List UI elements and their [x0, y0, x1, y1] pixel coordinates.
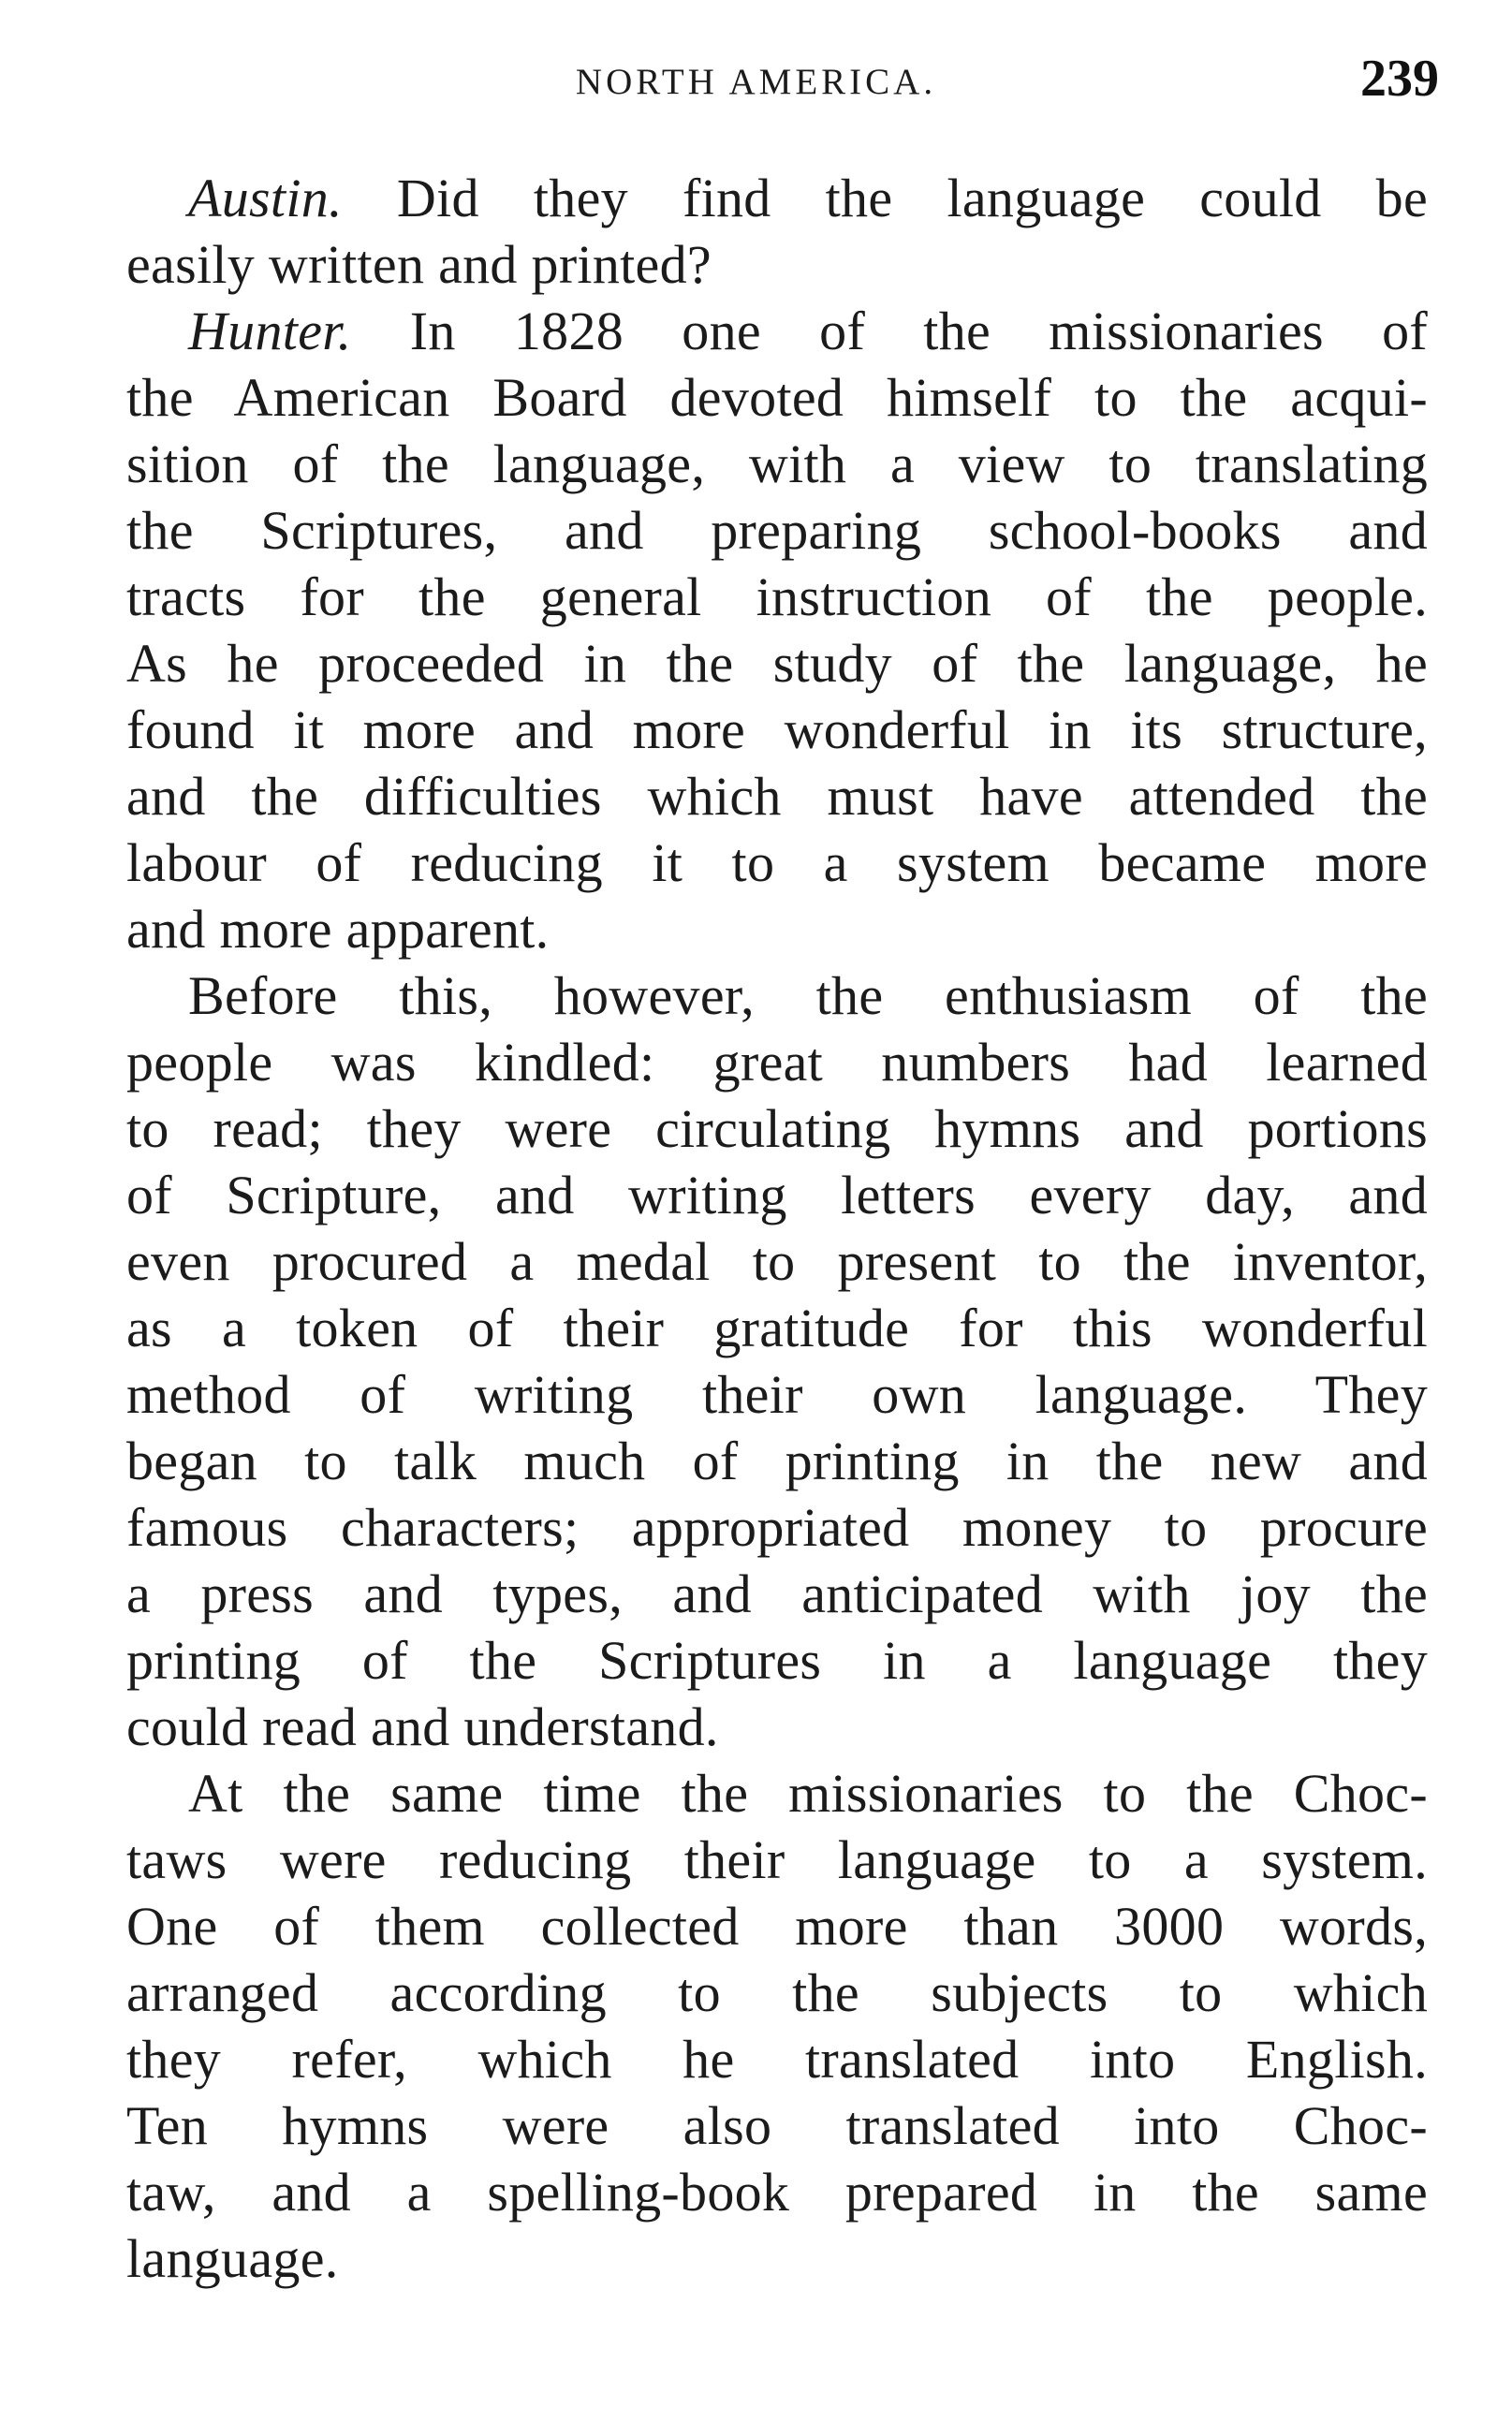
- text-line: method of writing their own language. They: [126, 1364, 1428, 1425]
- line-text: In 1828 one of the missionaries of: [409, 301, 1428, 361]
- running-head: [0, 50, 1512, 122]
- text-line: Before this, however, the enthusiasm of the: [188, 965, 1428, 1026]
- text-line: even procured a medal to present to the inventor,: [126, 1231, 1428, 1292]
- text-line: printing of the Scriptures in a language they: [126, 1630, 1428, 1691]
- speaker-name: Austin.: [188, 168, 343, 228]
- paragraph-austin: [126, 165, 1428, 298]
- text-line: began to talk much of printing in the new and: [126, 1431, 1428, 1491]
- text-line: tracts for the general instruction of the people.: [126, 566, 1428, 627]
- text-line: Ten hymns were also translated into Choc-: [126, 2095, 1428, 2156]
- text-line: At the same time the missionaries to the Choc-: [188, 1763, 1428, 1824]
- text-line: easily written and printed?: [126, 234, 712, 295]
- text-line: to read; they were circulating hymns and portions: [126, 1098, 1428, 1159]
- text-line: sition of the language, with a view to translating: [126, 433, 1428, 494]
- paragraph-choctaws: [126, 1760, 1428, 2292]
- running-title: NORTH AMERICA.: [575, 62, 937, 102]
- text-line: they refer, which he translated into English.: [126, 2029, 1428, 2090]
- text-line: [126, 298, 1428, 364]
- text-line: labour of reducing it to a system became more: [126, 832, 1428, 893]
- body-text: [126, 165, 1428, 2292]
- text-line: arranged according to the subjects to which: [126, 1962, 1428, 2023]
- text-line: taw, and a spelling-book prepared in the same: [126, 2162, 1428, 2223]
- text-line: and more apparent.: [126, 899, 550, 960]
- page-number: 239: [1360, 50, 1439, 108]
- text-line: famous characters; appropriated money to procure: [126, 1497, 1428, 1558]
- text-line: the Scriptures, and preparing school-books and: [126, 500, 1428, 561]
- paragraph-hunter: [126, 298, 1428, 962]
- line-text: Did they find the language could be: [396, 168, 1428, 228]
- text-line: of Scripture, and writing letters every day, and: [126, 1165, 1428, 1225]
- text-line: [126, 165, 1428, 231]
- text-line: found it more and more wonderful in its structure,: [126, 699, 1428, 760]
- text-line: One of them collected more than 3000 words,: [126, 1896, 1428, 1957]
- text-line: the American Board devoted himself to the acqui-: [126, 367, 1428, 428]
- text-line: language.: [126, 2228, 339, 2289]
- text-line: As he proceeded in the study of the language, he: [126, 633, 1428, 694]
- text-line: people was kindled: great numbers had learned: [126, 1032, 1428, 1093]
- text-line: a press and types, and anticipated with joy the: [126, 1563, 1428, 1624]
- text-line: taws were reducing their language to a system.: [126, 1829, 1428, 1890]
- text-line: as a token of their gratitude for this wonderful: [126, 1298, 1428, 1358]
- text-line: and the difficulties which must have attended the: [126, 766, 1428, 827]
- text-line: could read and understand.: [126, 1696, 719, 1757]
- paragraph-before-this: [126, 962, 1428, 1760]
- speaker-name: Hunter.: [188, 301, 352, 361]
